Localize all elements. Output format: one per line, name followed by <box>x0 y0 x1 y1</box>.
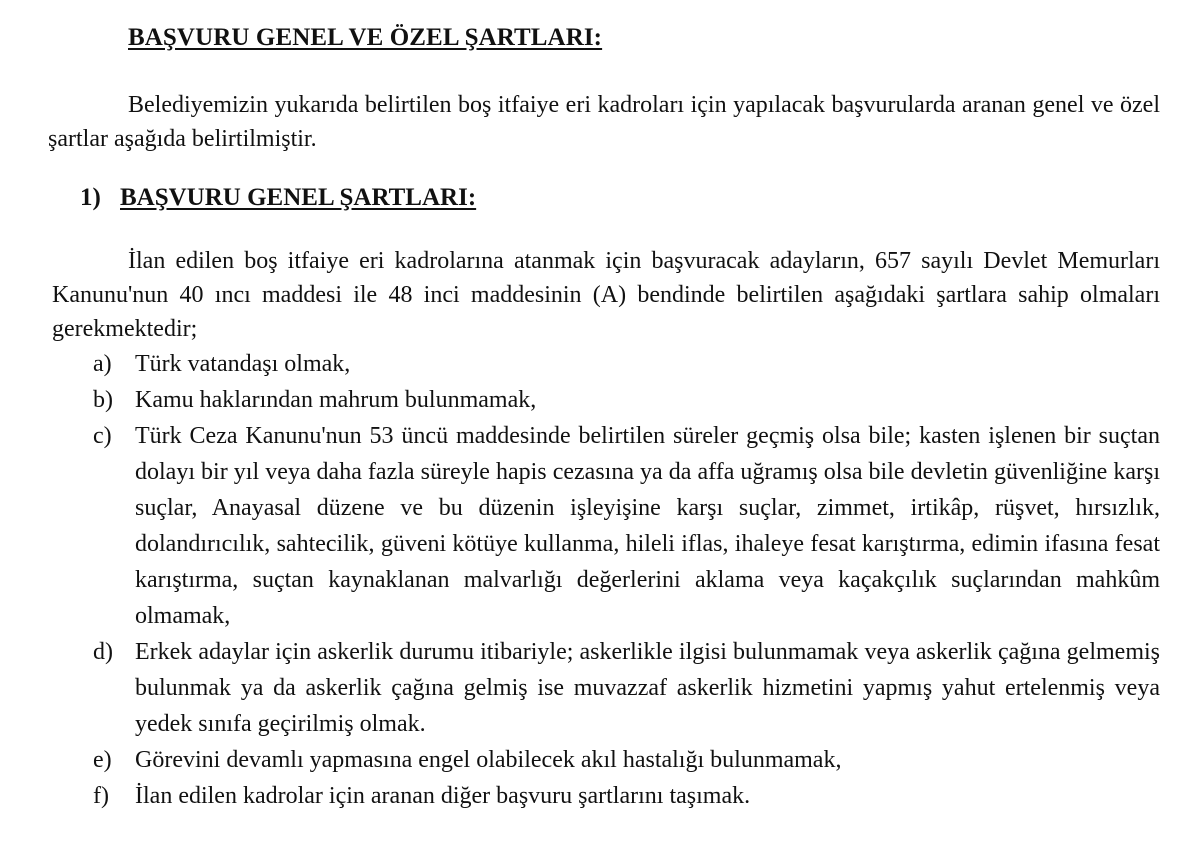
list-item <box>93 778 1160 814</box>
list-item-text: İlan edilen kadrolar için aranan diğer başvuru şartlarını taşımak. <box>135 783 751 809</box>
section-1-heading <box>80 184 476 212</box>
intro-paragraph: Belediyemizin yukarıda belirtilen boş itfaiye eri kadroları için yapılacak başvurularda aranan genel ve özel şartlar aşağıda belirtilmiştir. <box>48 92 1160 152</box>
list-item-marker: e) <box>93 747 112 773</box>
section-1-title: BAŞVURU GENEL ŞARTLARI: <box>120 184 477 211</box>
list-item-text: Kamu haklarından mahrum bulunmamak, <box>135 387 537 413</box>
list-item-marker: f) <box>93 783 109 809</box>
list-item-text: Görevini devamlı yapmasına engel olabilecek akıl hastalığı bulunmamak, <box>135 747 842 773</box>
list-item <box>93 346 1160 382</box>
list-item <box>93 742 1160 778</box>
list-item-text: Türk vatandaşı olmak, <box>135 351 351 377</box>
list-item <box>93 634 1160 742</box>
requirements-list <box>93 346 1160 814</box>
list-item-marker: b) <box>93 387 113 413</box>
section-1-paragraph: İlan edilen boş itfaiye eri kadrolarına atanmak için başvuracak adayların, 657 sayılı Devlet Memurları Kanunu'nun 40 ıncı maddesi ile 48 inci maddesinin (A) bendinde belirtilen aşağıdaki şartlara sahip olmaları gerekmektedir; <box>52 248 1160 342</box>
section-1-number: 1) <box>80 184 101 211</box>
document-title: BAŞVURU GENEL VE ÖZEL ŞARTLARI: <box>128 24 603 51</box>
list-item-text: Erkek adaylar için askerlik durumu itibariyle; askerlikle ilgisi bulunmamak veya askerlik çağına gelmemiş bulunmak ya da askerlik çağına gelmiş ise muvazzaf askerlik hizmetini yapmış yahut ertelenmiş veya yedek sınıfa geçirilmiş olmak. <box>135 639 1160 737</box>
list-item-marker: d) <box>93 639 113 665</box>
list-item-text: Türk Ceza Kanunu'nun 53 üncü maddesinde belirtilen süreler geçmiş olsa bile; kasten işlenen bir suçtan dolayı bir yıl veya daha fazla süreyle hapis cezasına ya da affa uğramış olsa bile devletin güvenliğine karşı suçlar, Anayasal düzene ve bu düzenin işleyişine karşı suçlar, zimmet, irtikâp, rüşvet, hırsızlık, dolandırıcılık, sahtecilik, güveni kötüye kullanma, hileli iflas, ihaleye fesat karıştırma, edimin ifasına fesat karıştırma, suçtan kaynaklanan malvarlığı değerlerini aklama veya kaçakçılık suçlarından mahkûm olmamak, <box>135 423 1160 629</box>
list-item-marker: a) <box>93 351 112 377</box>
list-item <box>93 382 1160 418</box>
list-item <box>93 418 1160 634</box>
list-item-marker: c) <box>93 423 112 449</box>
